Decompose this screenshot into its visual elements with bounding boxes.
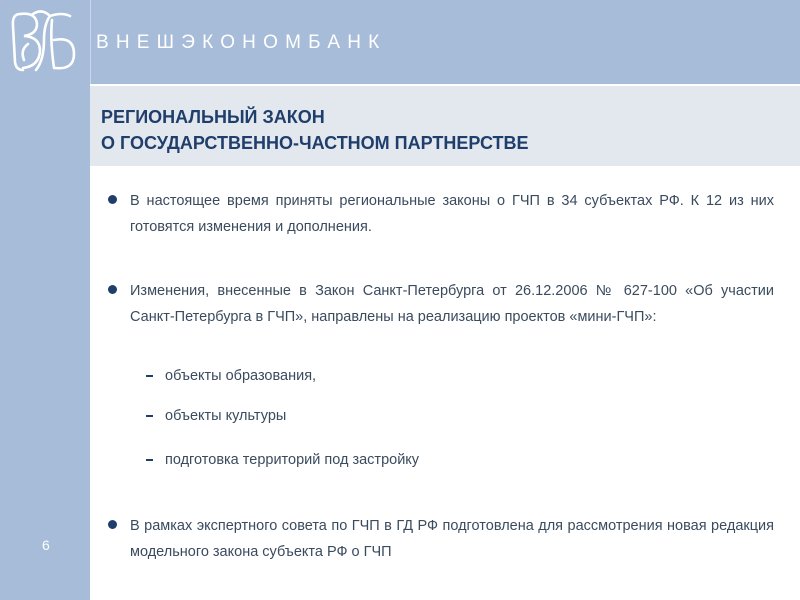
- bullet-text: В настоящее время приняты региональные законы о ГЧП в 34 субъектах РФ. К 12 из них готовятся изменения и дополнения.: [130, 193, 774, 235]
- bullet-item: [108, 513, 774, 565]
- bullet-dot-icon: [108, 195, 117, 204]
- sub-list-item: [146, 403, 286, 429]
- sub-list-text: подготовка территорий под застройку: [165, 452, 420, 468]
- slide-title: [101, 104, 529, 156]
- dash-icon: [146, 459, 153, 461]
- bullet-text: Изменения, внесенные в Закон Санкт-Петербурга от 26.12.2006 № 627-100 «Об участии Санкт-Петербурга в ГЧП», направлены на реализацию проектов «мини-ГЧП»:: [130, 283, 774, 325]
- bullet-dot-icon: [108, 520, 117, 529]
- bullet-text: В рамках экспертного совета по ГЧП в ГД РФ подготовлена для рассмотрения новая редакция модельного закона субъекта РФ о ГЧП: [130, 518, 774, 560]
- sub-list-text: объекты образования,: [165, 368, 317, 384]
- bullet-dot-icon: [108, 285, 117, 294]
- veb-monogram-logo-icon: [6, 4, 82, 80]
- bullet-item: [108, 278, 774, 330]
- sub-list-item: [146, 447, 419, 473]
- left-sidebar-band: [0, 0, 90, 600]
- page-number: 6: [42, 537, 50, 553]
- sub-list-item: [146, 363, 316, 389]
- slide-title-line2: О ГОСУДАРСТВЕННО-ЧАСТНОМ ПАРТНЕРСТВЕ: [101, 133, 529, 153]
- header-divider: [90, 0, 91, 84]
- slide-title-line1: РЕГИОНАЛЬНЫЙ ЗАКОН: [101, 107, 325, 127]
- dash-icon: [146, 375, 153, 377]
- sub-list-text: объекты культуры: [165, 408, 287, 424]
- brand-name: ВНЕШЭКОНОМБАНК: [96, 32, 387, 53]
- dash-icon: [146, 415, 153, 417]
- bullet-item: [108, 188, 774, 240]
